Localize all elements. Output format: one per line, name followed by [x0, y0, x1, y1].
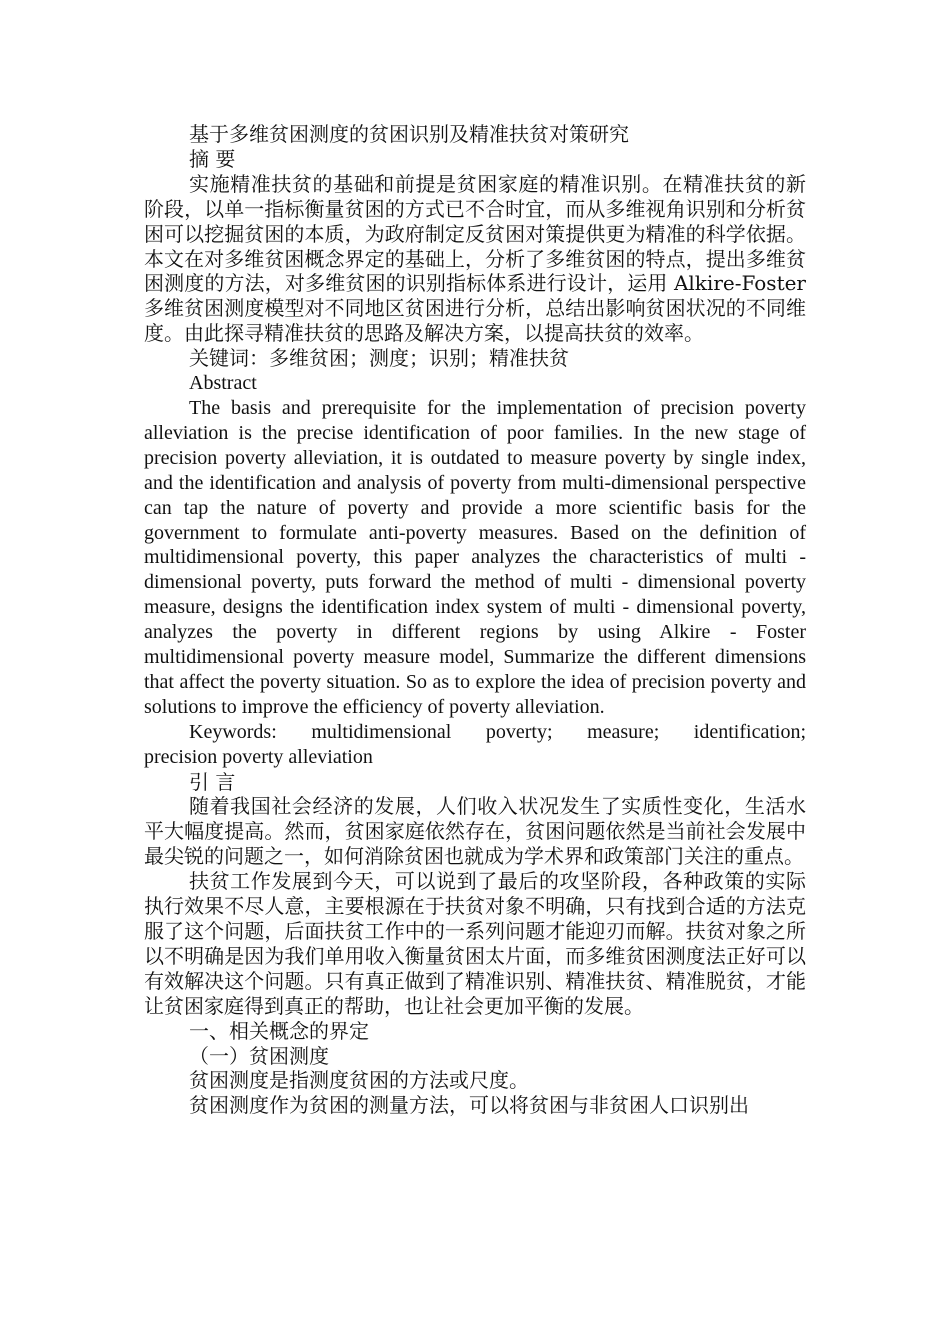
intro-heading: 引 言	[189, 769, 236, 794]
keywords-en-line1: Keywords: multidimensional poverty; measure; identification;	[189, 720, 806, 743]
abstract-en-paragraph: The basis and prerequisite for the implementation of precision poverty alleviation is the precise identification of poor families. In the new stage of precision poverty alleviation, it is outdated to measure poverty by single index, and the identification and analysis of poverty from multi-dimensional perspective can tap the nature of poverty and provide a more scientific basis for the government to formulate anti-poverty measures. Based on the definition of multidimensional poverty, this paper analyzes the characteristics of multi - dimensional poverty, puts forward the method of multi - dimensional poverty measure, designs the identification index system of multi - dimensional poverty, analyzes the poverty in different regions by using Alkire - Foster multidimensional poverty measure model, Summarize the different dimensions that affect the poverty situation. So as to explore the idea of precision poverty and solutions to improve the efficiency of poverty alleviation.	[144, 396, 806, 718]
section-heading-1: 一、相关概念的界定	[189, 1018, 369, 1043]
subsection-1-paragraph-2: 贫困测度作为贫困的测量方法，可以将贫困与非贫困人口识别出	[189, 1093, 749, 1118]
document-page	[144, 122, 806, 1118]
keywords-en-line2: precision poverty alleviation	[144, 745, 373, 768]
subsection-heading-1: （一）贫困测度	[189, 1043, 329, 1068]
keywords-cn: 关键词：多维贫困；测度；识别；精准扶贫	[189, 346, 569, 371]
abstract-heading: 摘 要	[189, 146, 236, 171]
intro-paragraph-2: 扶贫工作发展到今天，可以说到了最后的攻坚阶段，各种政策的实际执行效果不尽人意，主要根源在于扶贫对象不明确，只有找到合适的方法克服了这个问题，后面扶贫工作中的一系列问题才能迎刃而解。扶贫对象之所以不明确是因为我们单用收入衡量贫困太片面，而多维贫困测度法正好可以有效解决这个问题。只有真正做到了精准识别、精准扶贫、精准脱贫，才能让贫困家庭得到真正的帮助，也让社会更加平衡的发展。	[144, 869, 806, 1018]
document-title: 基于多维贫困测度的贫困识别及精准扶贫对策研究	[189, 122, 629, 146]
subsection-1-paragraph-1: 贫困测度是指测度贫困的方法或尺度。	[189, 1068, 529, 1093]
abstract-cn-paragraph: 实施精准扶贫的基础和前提是贫困家庭的精准识别。在精准扶贫的新阶段，以单一指标衡量贫困的方式已不合时宜，而从多维视角识别和分析贫困可以挖掘贫困的本质，为政府制定反贫困对策提供更为精准的科学依据。本文在对多维贫困概念界定的基础上，分析了多维贫困的特点，提出多维贫困测度的方法，对多维贫困的识别指标体系进行设计，运用 Alkire-Foster 多维贫困测度模型对不同地区贫困进行分析，总结出影响贫困状况的不同维度。由此探寻精准扶贫的思路及解决方案，以提高扶贫的效率。	[144, 171, 806, 346]
intro-paragraph-1: 随着我国社会经济的发展，人们收入状况发生了实质性变化，生活水平大幅度提高。然而，贫困家庭依然存在，贫困问题依然是当前社会发展中最尖锐的问题之一，如何消除贫困也就成为学术界和政策部门关注的重点。	[144, 794, 806, 869]
abstract-en-heading: Abstract	[189, 372, 257, 395]
